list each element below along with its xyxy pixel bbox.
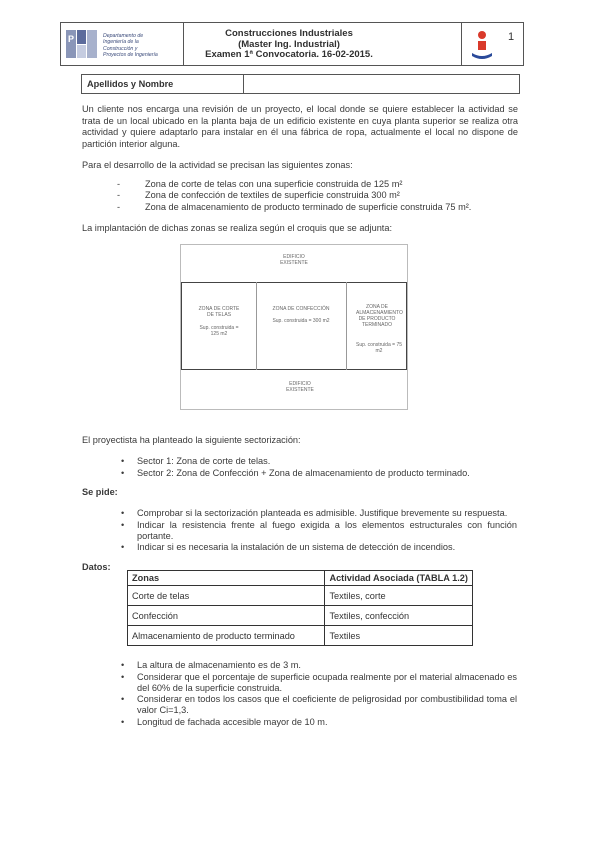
- plan-divider-1: [256, 282, 257, 370]
- department-name: Departamento de Ingeniería de la Construcción y Proyectos de Ingeniería: [103, 33, 158, 59]
- list-item: • Comprobar si la sectorización planteada es admisible. Justifique brevemente su respuesta.: [121, 508, 517, 519]
- list-item: • La altura de almacenamiento es de 3 m.: [121, 660, 517, 671]
- table-header-row: [128, 571, 473, 586]
- name-field-box: [81, 74, 520, 94]
- table-cell: Textiles, corte: [325, 586, 473, 606]
- university-logo-icon: [469, 29, 495, 61]
- table-cell: Almacenamiento de producto terminado: [128, 626, 325, 646]
- table-header-actividad: Actividad Asociada (TABLA 1.2): [325, 571, 473, 586]
- plan-divider-2: [346, 282, 347, 370]
- table-row: [128, 586, 473, 606]
- plan-bottom-label: EDIFICIO EXISTENTE: [286, 381, 314, 393]
- list-item: • Sector 1: Zona de corte de telas.: [121, 456, 517, 467]
- plan-top-label: EDIFICIO EXISTENTE: [280, 254, 308, 266]
- intro-paragraph: Un cliente nos encarga una revisión de un proyecto, el local donde se quiere establecer la actividad se trata de un local ubicado en la planta baja de un edificio existente en cuya planta superior se realiza otra actividad y quiere adaptarlo para instalar en él una fábrica de ropa, actualmente el local no dispone de partición interior alguna.: [82, 104, 518, 149]
- zones-intro: Para el desarrollo de la actividad se precisan las siguientes zonas:: [82, 160, 353, 170]
- table-cell: Textiles, confección: [325, 606, 473, 626]
- list-item: - Zona de corte de telas con una superficie construida de 125 m²: [117, 179, 517, 190]
- plan-intro: La implantación de dichas zonas se realiza según el croquis que se adjunta:: [82, 223, 393, 233]
- data-table: [127, 570, 473, 646]
- svg-text:P: P: [68, 34, 75, 44]
- list-item: • Longitud de fachada accesible mayor de 10 m.: [121, 717, 517, 728]
- table-cell: Confección: [128, 606, 325, 626]
- zone3-name: ZONA DE ALMACENAMIENTO DE PRODUCTO TERMINADO: [356, 304, 403, 328]
- list-item: • Indicar la resistencia frente al fuego exigida a los elementos estructurales con función portante.: [121, 520, 517, 542]
- sectors-list: [121, 456, 517, 480]
- name-field-label: Apellidos y Nombre: [87, 79, 174, 89]
- questions-list: [121, 508, 517, 554]
- table-row: [128, 606, 473, 626]
- datos-label: Datos:: [82, 562, 111, 572]
- sector-intro: El proyectista ha planteado la siguiente sectorización:: [82, 435, 301, 445]
- department-logo: [65, 28, 99, 61]
- zone2-area: Sup. construida = 300 m2: [272, 318, 330, 324]
- name-field-input[interactable]: [248, 79, 516, 90]
- table-row: [128, 626, 473, 646]
- table-header-zonas: Zonas: [128, 571, 325, 586]
- table-cell: Textiles: [325, 626, 473, 646]
- floor-plan: [180, 244, 408, 410]
- list-item: • Sector 2: Zona de Confección + Zona de almacenamiento de producto terminado.: [121, 468, 517, 479]
- list-item: - Zona de almacenamiento de producto terminado de superficie construida 75 m².: [117, 202, 517, 213]
- datos-list: [121, 660, 517, 729]
- university-logo: [469, 29, 495, 61]
- zones-list: [117, 179, 517, 213]
- zone1-name: ZONA DE CORTE DE TELAS: [198, 306, 240, 318]
- page-number: 1: [508, 31, 515, 43]
- list-item: • Considerar en todos los casos que el coeficiente de peligrosidad por combustibilidad toma el valor Ci=1,3.: [121, 694, 517, 716]
- zone2-name: ZONA DE CONFECCIÓN: [272, 306, 330, 312]
- list-item: • Indicar si es necesaria la instalación de un sistema de detección de incendios.: [121, 542, 517, 553]
- pri-logo-icon: [65, 28, 99, 61]
- header: [60, 22, 524, 66]
- zone1-area: Sup. construida = 125 m2: [199, 325, 239, 337]
- se-pide-label: Se pide:: [82, 487, 118, 497]
- exam-title: Construcciones Industriales (Master Ing. Industrial) Examen 1ª Convocatoria. 16-02-2015.: [205, 28, 373, 60]
- header-divider-right: [461, 23, 462, 65]
- list-item: - Zona de confección de textiles de superficie construida 300 m²: [117, 190, 517, 201]
- table-cell: Corte de telas: [128, 586, 325, 606]
- name-field-divider: [243, 75, 244, 93]
- zone3-area: Sup. construida = 75 m2: [356, 342, 403, 354]
- list-item: • Considerar que el porcentaje de superficie ocupada realmente por el material almacenado es del 60% de la superficie construida.: [121, 672, 517, 694]
